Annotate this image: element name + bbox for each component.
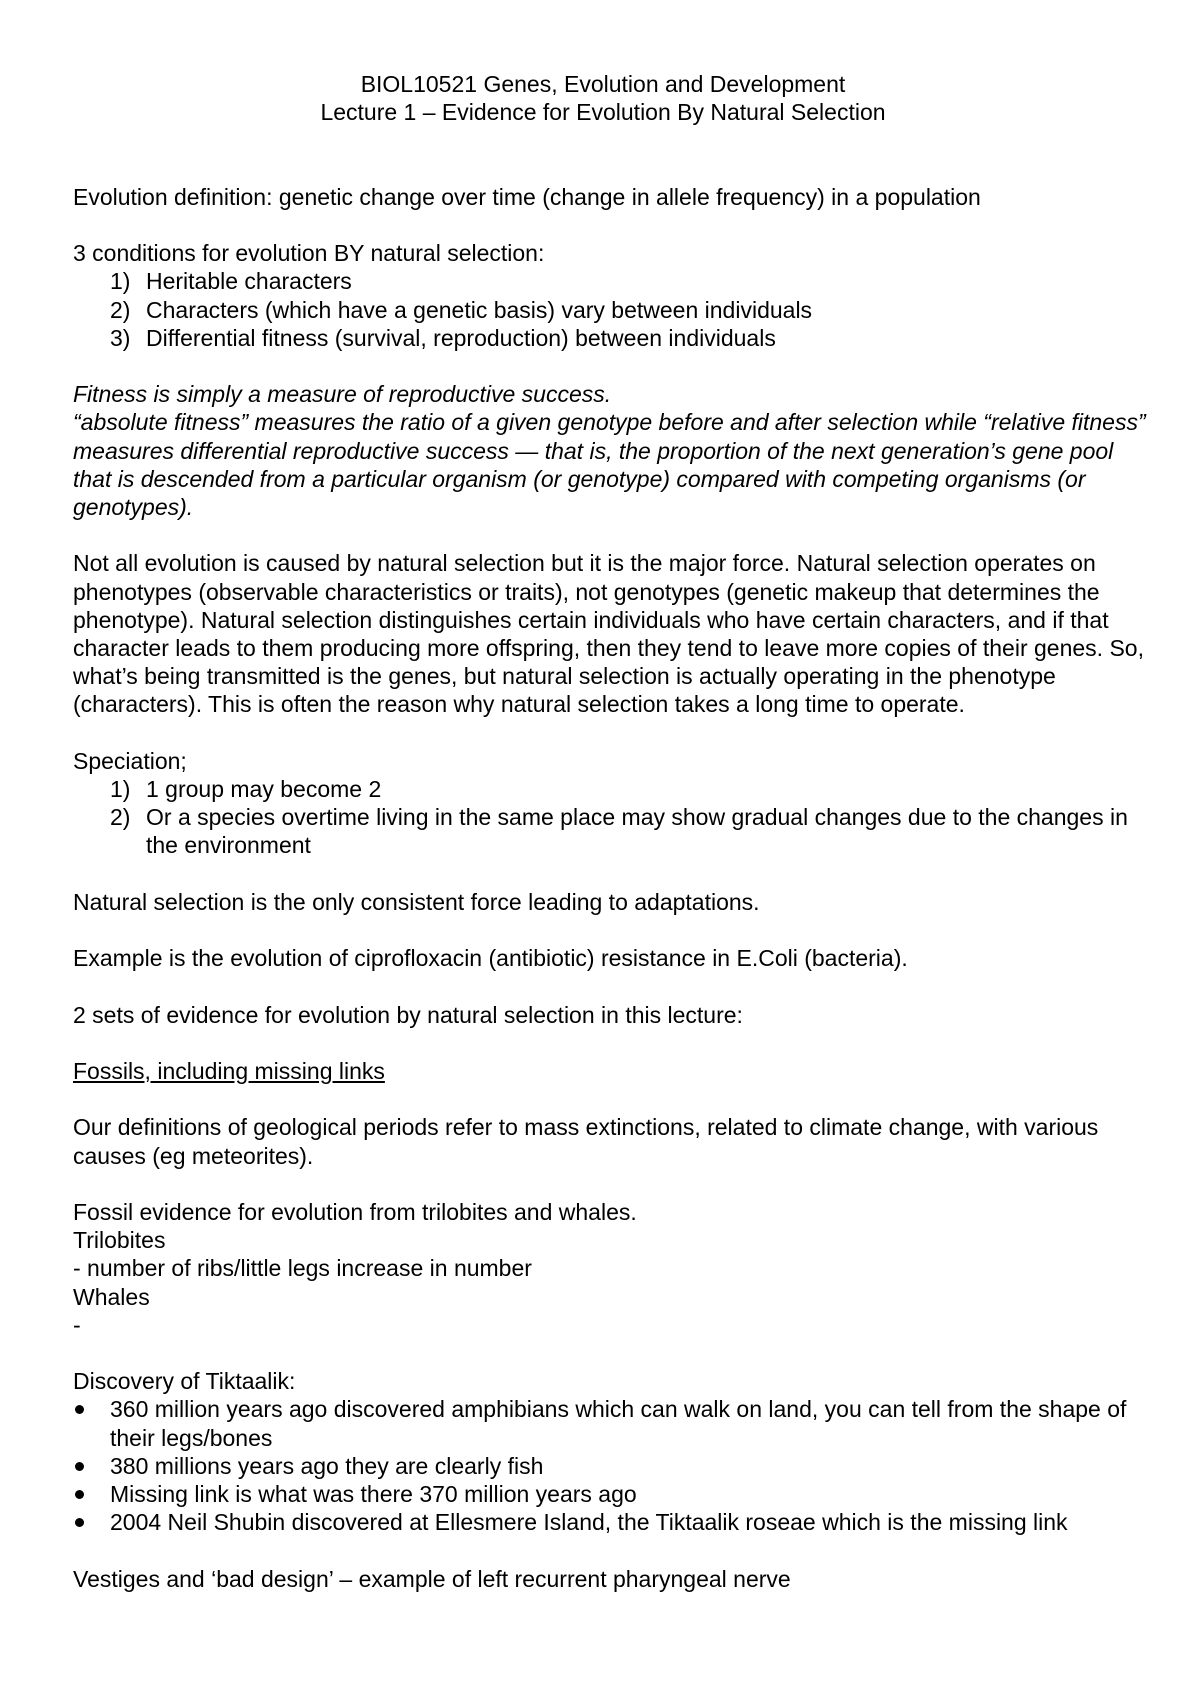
fitness-definition: Fitness is simply a measure of reproductive success. [73, 381, 612, 408]
list-item: Missing link is what was there 370 million years ago [73, 1480, 1153, 1508]
speciation-heading: Speciation; [73, 747, 187, 774]
conditions-list [73, 267, 1153, 352]
geological-periods-paragraph: Our definitions of geological periods refer to mass extinctions, related to climate change, with various causes (eg meteorites). [73, 1114, 1099, 1169]
course-title: BIOL10521 Genes, Evolution and Development [360, 71, 846, 97]
list-item: 2) Characters (which have a genetic basis) vary between individuals [110, 296, 813, 323]
list-item: 2004 Neil Shubin discovered at Ellesmere Island, the Tiktaalik roseae which is the missing link [73, 1508, 1153, 1536]
example-statement: Example is the evolution of ciprofloxacin (antibiotic) resistance in E.Coli (bacteria). [73, 945, 908, 972]
document-title-block [73, 70, 1133, 126]
trilobites-label: Trilobites [73, 1227, 166, 1254]
fitness-explanation: “absolute fitness” measures the ratio of a given genotype before and after selection while “relative fitness” measures differential reproductive success — that is, the proportion of the next generation’s gene pool that is descended from a particular organism (or genotype) compared with competing organisms (or genotypes). [73, 409, 1146, 520]
list-item: 2) Or a species overtime living in the same place may show gradual changes due to the changes in the environment [110, 804, 1128, 859]
trilobites-note: - number of ribs/little legs increase in number [73, 1255, 532, 1282]
list-item: 1) 1 group may become 2 [110, 775, 382, 802]
vestiges-statement: Vestiges and ‘bad design’ – example of left recurrent pharyngeal nerve [73, 1565, 791, 1592]
bullet-icon [75, 1490, 84, 1499]
bullet-icon [75, 1405, 84, 1414]
bullet-icon [75, 1518, 84, 1527]
natural-selection-paragraph: Not all evolution is caused by natural selection but it is the major force. Natural selection operates on phenotypes (observable characteristics or traits), not genotypes (genetic makeup that determines the phenotype). Natural selection distinguishes certain individuals who have certain characters, and if that character leads to them producing more offspring, then they tend to leave more copies of their genes. So, what’s being transmitted is the genes, but natural selection is actually operating in the phenotype (characters). This is often the reason why natural selection takes a long time to operate. [73, 550, 1144, 718]
evidence-sets-statement: 2 sets of evidence for evolution by natural selection in this lecture: [73, 1001, 743, 1028]
list-item: 1) Heritable characters [110, 268, 352, 295]
speciation-list [73, 775, 1153, 860]
list-item: 3) Differential fitness (survival, reproduction) between individuals [110, 324, 776, 351]
fossils-section-heading: Fossils, including missing links [73, 1057, 385, 1084]
list-item: 380 millions years ago they are clearly fish [73, 1452, 1153, 1480]
tiktaalik-list [73, 1395, 1153, 1536]
tiktaalik-heading: Discovery of Tiktaalik: [73, 1368, 296, 1395]
bullet-icon [75, 1462, 84, 1471]
adaptations-statement: Natural selection is the only consistent force leading to adaptations. [73, 888, 760, 915]
evolution-definition: Evolution definition: genetic change over time (change in allele frequency) in a population [73, 183, 981, 210]
fossil-evidence-intro: Fossil evidence for evolution from trilobites and whales. [73, 1198, 637, 1225]
lecture-title: Lecture 1 – Evidence for Evolution By Natural Selection [320, 99, 886, 126]
document-page [73, 70, 1153, 1593]
conditions-heading: 3 conditions for evolution BY natural selection: [73, 240, 545, 267]
whales-note: - [73, 1311, 81, 1338]
list-item: 360 million years ago discovered amphibians which can walk on land, you can tell from the shape of their legs/bones [73, 1395, 1153, 1451]
whales-label: Whales [73, 1283, 150, 1310]
